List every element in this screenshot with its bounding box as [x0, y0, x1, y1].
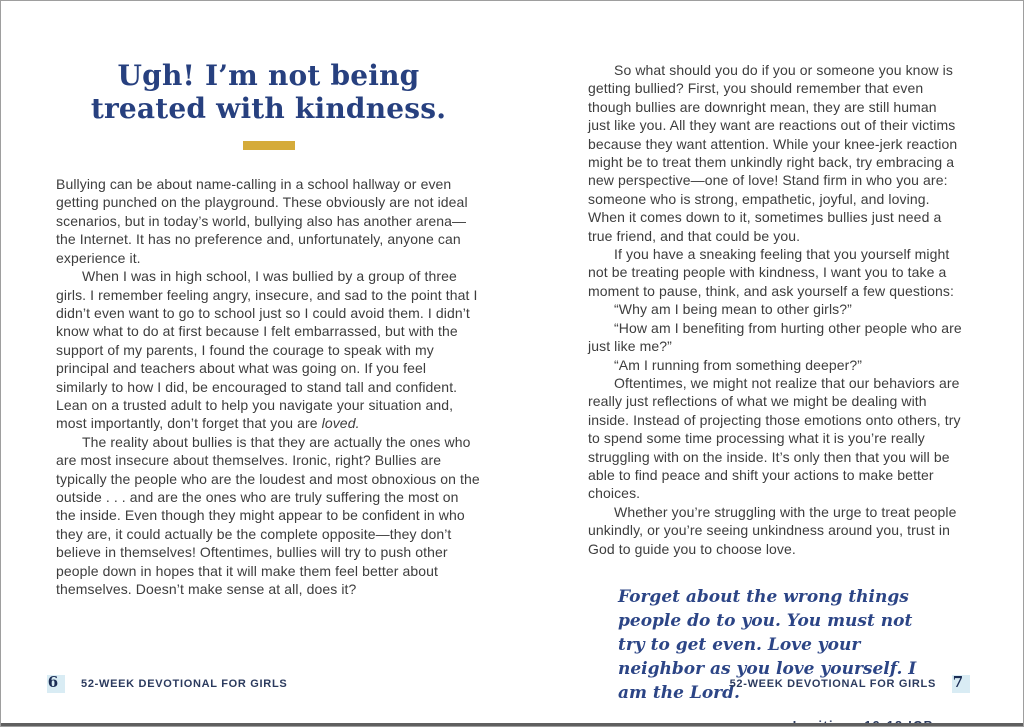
right-page-body	[588, 61, 962, 558]
paragraph-reality-about-bullies: The reality about bullies is that they are actually the ones who are most insecure about themselves. Ironic, right? Bullies are typically the people who are the loudest and most obnoxious on the outside . . . and are the ones who are truly suffering the most on the inside. Even though they might appear to be confident in who they are, it could actually be the complete opposite—they don’t believe in themselves! Oftentimes, bullies will try to push other people down in hopes that it will make them feel better about themselves. Doesn’t make sense at all, does it?	[56, 433, 480, 597]
chapter-title-line1: Ugh! I’m not being	[117, 59, 420, 92]
page-footer-left	[47, 675, 287, 693]
scripture-block	[588, 585, 962, 727]
page-left	[56, 59, 481, 598]
paragraph-text: When I was in high school, I was bullied by a group of three girls. I remember feeling angry, insecure, and sad to the point that I didn’t even want to go to school just so I could avoid them. I didn’t know what to do at first because I felt embarrassed, but with the support of my parents, I found the courage to speak with my principal and teachers about what was going on. If you feel similarly to how I did, be encouraged to stand tall and confident. Lean on a trusted adult to help you navigate your situation and, most importantly, don’t forget that you are	[56, 268, 478, 432]
question-why-mean: “Why am I being mean to other girls?”	[614, 301, 852, 318]
paragraph-italic-word: loved.	[321, 415, 360, 432]
chapter-title-line2: treated with kindness.	[90, 92, 447, 126]
page-number-badge-right	[952, 675, 970, 693]
paragraph-what-to-do: So what should you do if you or someone you know is getting bullied? First, you should remember that even though bullies are downright mean, they are still human just like you. All they want are reactions out of their victims because they want attention. While your knee-jerk reaction might be to treat them unkindly right back, try embracing a new perspective—one of love! Stand firm in who you are: someone who is strong, empathetic, joyful, and loving. When it comes down to it, sometimes bullies just need a true friend, and that could be you.	[588, 62, 958, 244]
bottom-frame-edge	[1, 723, 1023, 726]
running-title-right: 52-WEEK DEVOTIONAL FOR GIRLS	[729, 678, 936, 690]
left-page-body	[56, 175, 481, 598]
question-how-benefiting: “How am I benefiting from hurting other people who are just like me?”	[588, 319, 962, 355]
question-running-deeper: “Am I running from something deeper?”	[614, 356, 863, 373]
paragraph-reflections-inside: Oftentimes, we might not realize that our behaviors are really just reflections of what we might be dealing with inside. Instead of projecting those emotions onto others, try to spend some time processing what it is you’re really struggling with on the inside. It’s only then that you will be able to find peace and shift your actions to make better choices.	[588, 374, 961, 502]
paragraph-sneaking-feeling: If you have a sneaking feeling that you yourself might not be treating people with kindness, I want you to take a moment to pause, think, and ask yourself a few questions:	[588, 246, 955, 299]
page-number-left: 6	[47, 673, 59, 691]
paragraph-high-school-story	[56, 267, 481, 433]
page-number-badge-left	[47, 675, 65, 693]
page-footer-right	[730, 675, 970, 693]
chapter-title	[56, 59, 481, 125]
page-right	[588, 59, 962, 727]
scripture-quote: Forget about the wrong things people do to you. You must not try to get even. Love your neighbor as you love yourself. I am the Lord.	[618, 586, 917, 703]
paragraph-bullying-intro: Bullying can be about name-calling in a school hallway or even getting punched on the playground. These obviously are not ideal scenarios, but in today’s world, bullying also has another arena—the Internet. It has no preference and, unfortunately, anyone can experience it.	[56, 176, 468, 266]
paragraph-trust-in-god: Whether you’re struggling with the urge to treat people unkindly, or you’re seeing unkindness around you, trust in God to guide you to choose love.	[588, 503, 957, 557]
page-number-right: 7	[952, 673, 964, 691]
running-title-left: 52-WEEK DEVOTIONAL FOR GIRLS	[81, 678, 288, 690]
gold-divider	[243, 141, 295, 150]
